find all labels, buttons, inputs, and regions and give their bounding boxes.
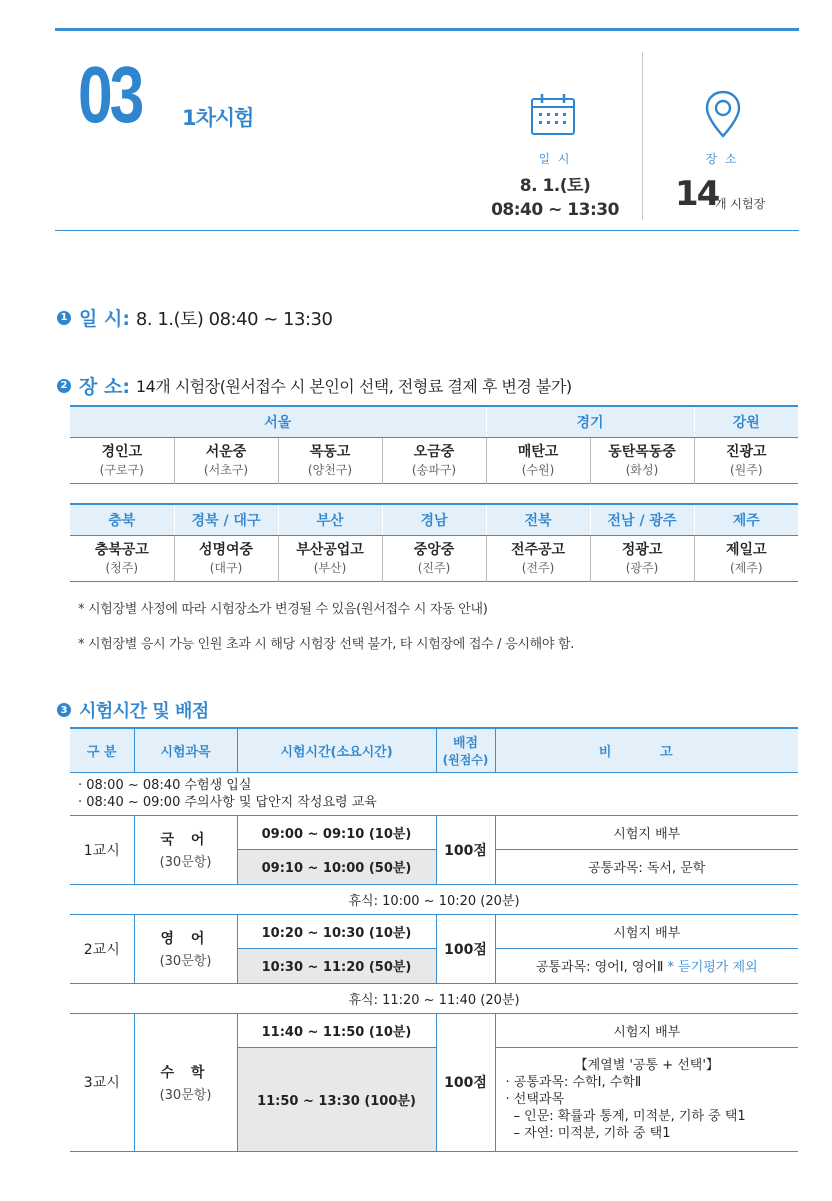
period-2: 2교시 (70, 914, 134, 983)
section-number: 03 (78, 50, 142, 139)
period-3: 3교시 (70, 1013, 134, 1151)
top-rule (55, 28, 799, 31)
remark-text: 공통과목: 영어Ⅰ, 영어Ⅱ (535, 960, 664, 975)
time-slot: 09:10 ~ 10:00 (50분) (237, 849, 436, 884)
school-region: (구로구) (99, 463, 144, 477)
school-region: (부산) (313, 561, 347, 575)
header-time: 시험시간(소요시간) (237, 728, 436, 772)
calendar-icon (530, 92, 576, 136)
header-period: 구 분 (70, 728, 134, 772)
locations-table-bottom (70, 503, 798, 582)
header-date-time: 08:40 ~ 13:30 (491, 200, 619, 220)
school-name: 부산공업고 (296, 542, 364, 558)
remark: 시험지 배부 (495, 815, 798, 849)
school-name: 동탄목동중 (608, 444, 676, 460)
section-1-key: 일 시: (79, 308, 130, 330)
region-header: 경남 (382, 504, 486, 535)
school-cell (486, 437, 590, 483)
region-header: 서울 (70, 406, 486, 437)
school-region: (전주) (521, 561, 555, 575)
subject-math (134, 1013, 237, 1151)
school-region: (원주) (729, 463, 763, 477)
school-cell (70, 437, 174, 483)
remark (495, 948, 798, 983)
subject-korean (134, 815, 237, 884)
school-region: (양천구) (307, 463, 353, 477)
school-cell (278, 535, 382, 581)
school-name: 매탄고 (517, 444, 559, 460)
school-cell (694, 437, 798, 483)
section-1-badge: 1 (57, 311, 71, 325)
question-count: (30문항) (159, 954, 212, 969)
section-2-key: 장 소: (79, 376, 130, 398)
intro-cell (70, 772, 798, 815)
place-count: 14 (675, 174, 719, 214)
region-header: 경기 (486, 406, 694, 437)
school-region: (진주) (417, 561, 451, 575)
score: 100점 (436, 815, 495, 884)
region-header: 전남 / 광주 (590, 504, 694, 535)
section-2-value: 14개 시험장(원서접수 시 본인이 선택, 전형료 결제 후 변경 불가) (135, 377, 572, 396)
school-name: 전주공고 (510, 542, 566, 558)
location-pin-icon (704, 90, 742, 138)
section-schedule (57, 697, 209, 723)
place-label: 장 소 (705, 152, 739, 166)
school-cell (278, 437, 382, 483)
break-row: 휴식: 10:00 ~ 10:20 (20분) (70, 884, 798, 914)
header-score (436, 728, 495, 772)
school-cell (590, 437, 694, 483)
school-cell (174, 535, 278, 581)
location-note: * 시험장별 응시 가능 인원 초과 시 해당 시험장 선택 불가, 타 시험장에 접수 / 응시해야 함. (78, 637, 575, 652)
school-region: (청주) (105, 561, 139, 575)
schedule-table (70, 727, 798, 1152)
math-remarks-head: 【계열별 '공통 + 선택'】 (574, 1057, 719, 1073)
time-slot: 10:30 ~ 11:20 (50분) (237, 948, 436, 983)
section-date (57, 304, 332, 331)
school-name: 목동고 (309, 444, 351, 460)
time-slot: 11:40 ~ 11:50 (10분) (237, 1013, 436, 1047)
school-region: (대구) (209, 561, 243, 575)
school-name: 성명여중 (198, 542, 254, 558)
school-region: (제주) (729, 561, 763, 575)
date-label: 일 시 (538, 152, 572, 166)
region-header: 전북 (486, 504, 590, 535)
school-region: (서초구) (203, 463, 249, 477)
region-header: 제주 (694, 504, 798, 535)
math-remark-line: · 선택과목 (505, 1091, 564, 1107)
school-region: (화성) (625, 463, 659, 477)
school-cell (382, 535, 486, 581)
subject-english (134, 914, 237, 983)
section-3-badge: 3 (57, 703, 71, 717)
school-cell (694, 535, 798, 581)
locations-table-top (70, 405, 798, 484)
school-cell (382, 437, 486, 483)
remark: 시험지 배부 (495, 1013, 798, 1047)
remark: 시험지 배부 (495, 914, 798, 948)
time-slot: 09:00 ~ 09:10 (10분) (237, 815, 436, 849)
region-header: 강원 (694, 406, 798, 437)
section-place (57, 372, 572, 399)
location-note: * 시험장별 사정에 따라 시험장소가 변경될 수 있음(원서접수 시 자동 안내) (78, 602, 488, 617)
school-region: (광주) (625, 561, 659, 575)
question-count: (30문항) (159, 855, 212, 870)
subject-name: 영 어 (160, 931, 211, 947)
math-remark-line: – 인문: 확률과 통계, 미적분, 기하 중 택1 (513, 1108, 746, 1124)
question-count: (30문항) (159, 1087, 212, 1103)
score: 100점 (436, 1013, 495, 1151)
score: 100점 (436, 914, 495, 983)
school-name: 경인고 (101, 444, 143, 460)
school-name: 정광고 (621, 542, 663, 558)
school-name: 오금중 (413, 444, 455, 460)
math-remarks (495, 1047, 798, 1151)
school-cell (486, 535, 590, 581)
school-name: 중앙중 (413, 542, 455, 558)
school-name: 충북공고 (94, 542, 149, 558)
subject-name: 수 학 (160, 1064, 211, 1081)
header-bottom-rule (55, 230, 799, 231)
math-remark-line: · 공통과목: 수학Ⅰ, 수학Ⅱ (505, 1074, 642, 1090)
section-title: 1차시험 (182, 106, 254, 130)
school-region: (수원) (521, 463, 555, 477)
school-cell (70, 535, 174, 581)
section-3-title: 시험시간 및 배점 (79, 701, 209, 722)
section-1-value: 8. 1.(토) 08:40 ~ 13:30 (135, 308, 333, 330)
break-row: 휴식: 11:20 ~ 11:40 (20분) (70, 983, 798, 1013)
header-date (480, 174, 630, 222)
school-region: (송파구) (411, 463, 457, 477)
subject-name: 국 어 (160, 832, 211, 848)
region-header: 경북 / 대구 (174, 504, 278, 535)
header-score-label: 배점 (452, 736, 479, 752)
school-name: 제일고 (725, 542, 767, 558)
intro-line: · 08:00 ~ 08:40 수험생 입실 (78, 777, 252, 793)
time-slot: 10:20 ~ 10:30 (10분) (237, 914, 436, 948)
header-remarks: 비 고 (495, 728, 798, 772)
header-date-day: 8. 1.(토) (519, 176, 591, 196)
school-cell (174, 437, 278, 483)
remark: 공통과목: 독서, 문학 (495, 849, 798, 884)
header-subject: 시험과목 (134, 728, 237, 772)
header-divider (642, 52, 643, 220)
header-score-sub: (원점수) (442, 753, 489, 768)
school-name: 진광고 (725, 444, 767, 460)
region-header: 부산 (278, 504, 382, 535)
math-remark-line: – 자연: 미적분, 기하 중 택1 (513, 1125, 671, 1141)
time-slot: 11:50 ~ 13:30 (100분) (237, 1047, 436, 1151)
school-name: 서운중 (205, 444, 247, 460)
school-cell (590, 535, 694, 581)
period-1: 1교시 (70, 815, 134, 884)
listening-note: * 듣기평가 제외 (667, 960, 758, 975)
region-header: 충북 (70, 504, 174, 535)
place-count-suffix: 개 시험장 (715, 197, 766, 211)
intro-line: · 08:40 ~ 09:00 주의사항 및 답안지 작성요령 교육 (78, 794, 377, 810)
section-2-badge: 2 (57, 379, 71, 393)
